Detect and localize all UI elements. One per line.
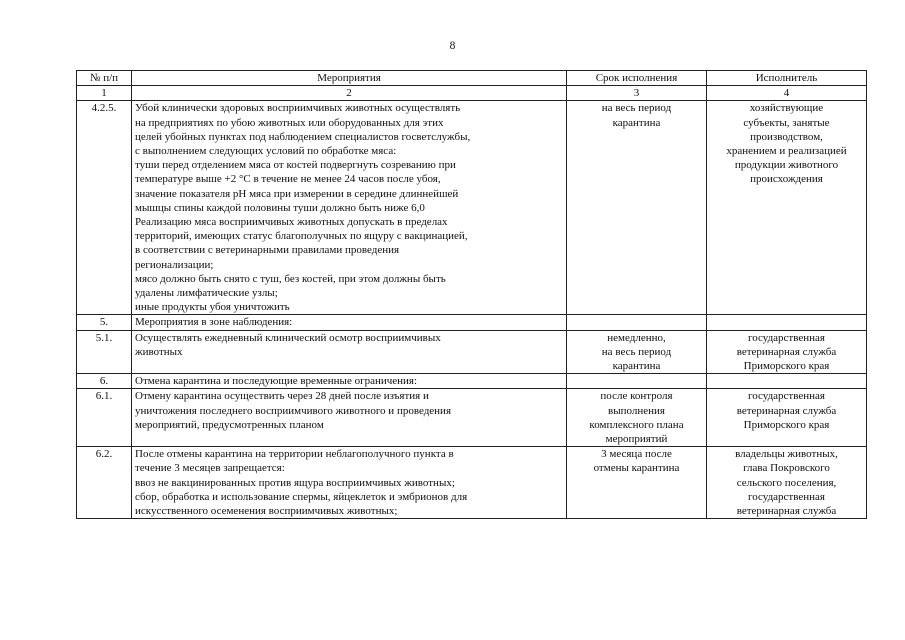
measure-line: в соответствии с ветеринарными правилами проведения [135,244,400,257]
measure-line: регионализации; [135,258,214,271]
measure-line: Убой клинически здоровых восприимчивых животных осуществлять [135,102,461,115]
term-line: комплексного плана [589,418,684,431]
measure-text [132,447,567,519]
measure-line: животных [135,345,183,358]
header-measures: Мероприятия [132,71,567,86]
measure-line: уничтожения последнего восприимчивого животного и проведения [135,404,452,417]
section-row [77,374,867,389]
empty-cell [567,315,707,330]
measure-line: Реализацию мяса восприимчивых животных допускать в пределах [135,216,448,229]
measure-text [132,101,567,315]
col-number: 4 [707,86,867,101]
measure-line: температуре выше +2 °С в течение не менее 24 часов после убоя, [135,173,441,186]
executor-line: происхождения [750,173,823,186]
term-line: немедленно, [607,331,666,344]
executor-line: хранением и реализацией [726,145,847,158]
measure-line: с выполнением следующих условий по обработке мяса: [135,145,397,158]
measure-line: туши перед отделением мяса от костей подвергнуть созреванию при [135,159,456,172]
measure-line: течение 3 месяцев запрещается: [135,462,285,475]
term-line: 3 месяца после [601,448,672,461]
measure-line: Осуществлять ежедневный клинический осмотр восприимчивых [135,331,441,344]
measure-line: искусственного осеменения восприимчивых животных; [135,505,398,518]
header-executor: Исполнитель [707,71,867,86]
executor-cell [707,389,867,447]
executor-line: ветеринарная служба [736,345,837,358]
table-row [77,389,867,447]
measure-line: значение показателя pH мяса при измерении в середине длиннейшей [135,187,459,200]
measure-text [132,330,567,374]
term-line: на весь период [601,345,672,358]
header-num: № п/п [77,71,132,86]
section-title: Мероприятия в зоне наблюдения: [132,315,567,330]
executor-line: владельцы животных, [735,448,838,461]
measure-line: удалены лимфатические узлы; [135,287,278,300]
executor-line: государственная [748,331,825,344]
term-line: выполнения [608,404,665,417]
executor-line: сельского поселения, [736,476,837,489]
term-cell [567,447,707,519]
row-number: 6.1. [77,389,132,447]
executor-line: субъекты, занятые [743,116,830,129]
section-row [77,315,867,330]
measure-line: ввоз не вакцинированных против ящура восприимчивых животных; [135,476,455,489]
measure-line: После отмены карантина на территории неблагополучного пункта в [135,448,454,461]
measures-table [76,70,867,519]
executor-cell [707,330,867,374]
measure-line: на предприятиях по убою животных или оборудованных для этих [135,116,444,129]
measure-text [132,389,567,447]
row-number: 4.2.5. [77,101,132,315]
executor-line: производством, [750,130,823,143]
executor-line: Приморского края [743,418,830,431]
term-line: на весь период [601,102,672,115]
table-row [77,101,867,315]
term-line: отмены карантина [593,462,680,475]
term-line: карантина [612,360,661,373]
measure-line: иные продукты убоя уничтожить [135,301,290,314]
executor-line: ветеринарная служба [736,404,837,417]
empty-cell [567,374,707,389]
measure-line: целей убойных пунктах под наблюдением специалистов госветслужбы, [135,130,471,143]
measure-line: мясо должно быть снято с туш, без костей, при этом должны быть [135,272,446,285]
executor-line: государственная [748,390,825,403]
executor-line: ветеринарная служба [736,505,837,518]
row-number: 6. [77,374,132,389]
measure-line: территорий, имеющих статус благополучных по ящуру с вакцинацией, [135,230,468,243]
executor-line: Приморского края [743,360,830,373]
measure-line: Отмену карантина осуществить через 28 дней после изъятия и [135,390,429,403]
row-number: 6.2. [77,447,132,519]
measure-line: сбор, обработка и использование спермы, яйцеклеток и эмбрионов для [135,490,468,503]
row-number: 5. [77,315,132,330]
term-line: карантина [612,116,661,129]
measure-line: мышцы спины каждой половины туши должно быть ниже 6,0 [135,201,425,214]
executor-line: продукции животного [734,159,839,172]
term-cell [567,101,707,315]
section-title: Отмена карантина и последующие временные ограничения: [132,374,567,389]
empty-cell [707,374,867,389]
row-number: 5.1. [77,330,132,374]
executor-cell [707,101,867,315]
table-header-row [77,71,867,86]
executor-line: глава Покровского [743,462,830,475]
col-number: 2 [132,86,567,101]
term-line: мероприятий [605,433,668,446]
term-cell [567,389,707,447]
table-body [77,101,867,519]
page-number: 8 [449,40,456,52]
table-row [77,330,867,374]
measure-line: мероприятий, предусмотренных планом [135,418,324,431]
table-row [77,447,867,519]
executor-line: хозяйствующие [749,102,824,115]
executor-line: государственная [748,490,825,503]
empty-cell [707,315,867,330]
term-cell [567,330,707,374]
column-number-row [77,86,867,101]
col-number: 1 [77,86,132,101]
term-line: после контроля [600,390,673,403]
executor-cell [707,447,867,519]
header-term: Срок исполнения [567,71,707,86]
col-number: 3 [567,86,707,101]
